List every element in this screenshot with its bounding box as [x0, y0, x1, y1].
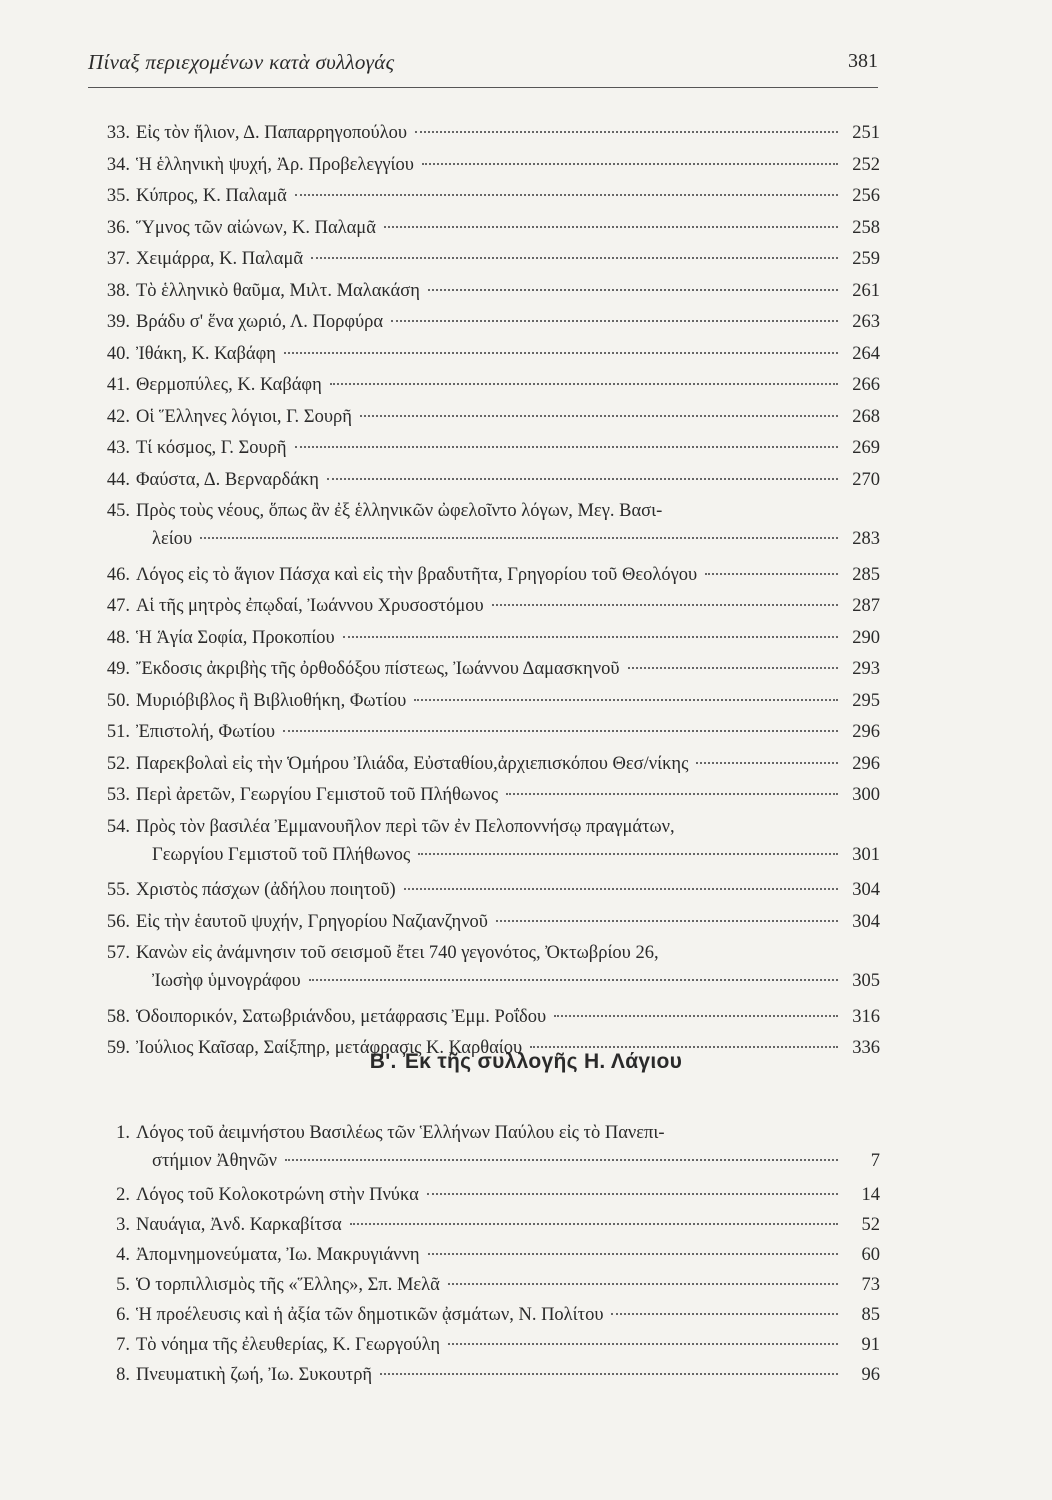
dot-leader	[628, 667, 839, 669]
entry-page: 7	[870, 1151, 880, 1171]
entry-line	[136, 341, 880, 367]
entry-line	[136, 688, 880, 714]
entry-line	[136, 782, 880, 808]
entry-page: 283	[852, 529, 880, 549]
toc-section-a	[100, 120, 880, 1067]
toc-entry	[100, 940, 880, 998]
dot-leader	[380, 1373, 838, 1375]
entry-page: 269	[852, 438, 880, 458]
entry-page: 300	[852, 785, 880, 805]
dot-leader	[506, 793, 838, 795]
entry-title: Ἀπομνημονεύματα, Ἰω. Μακρυγιάννη	[136, 1245, 420, 1265]
entry-number: 35.	[106, 186, 130, 206]
entry-line	[136, 309, 880, 335]
entry-line	[136, 278, 880, 304]
entry-page: 296	[852, 753, 880, 774]
section-b-heading: Β'. Ἐκ τῆς συλλογῆς Η. Λάγιου	[369, 1050, 683, 1073]
entry-number: 5.	[116, 1275, 130, 1295]
entry-line	[136, 1242, 880, 1268]
entry-page: 266	[852, 375, 880, 395]
entry-page: 251	[852, 123, 880, 143]
dot-leader	[492, 604, 838, 606]
toc-entry	[100, 814, 880, 872]
running-header-title: Πίναξ περιεχομένων κατὰ συλλογάς	[88, 50, 395, 74]
entry-number: 7.	[116, 1335, 130, 1355]
entry-number: 59.	[106, 1038, 130, 1058]
entry-line	[136, 751, 880, 777]
entry-line	[136, 435, 880, 461]
entry-line	[136, 1302, 880, 1328]
entry-title: Πνευματικὴ ζωή, Ἰω. Συκουτρῆ	[136, 1365, 373, 1385]
entry-line	[136, 404, 880, 430]
dot-leader	[384, 226, 838, 228]
entry-title-continuation: λείου	[152, 529, 193, 549]
toc-entry	[100, 1182, 880, 1208]
dot-leader	[496, 920, 838, 922]
dot-leader	[295, 446, 838, 448]
entry-page: 263	[852, 312, 880, 332]
dot-leader	[696, 762, 838, 764]
toc-entry	[100, 1004, 880, 1030]
entry-page: 60	[861, 1245, 880, 1265]
entry-line	[136, 1212, 880, 1238]
toc-entry	[100, 1302, 880, 1328]
entry-page: 304	[852, 911, 880, 932]
entry-page: 287	[852, 596, 880, 616]
entry-number: 39.	[106, 312, 130, 332]
entry-number: 43.	[106, 438, 130, 458]
dot-leader	[391, 320, 838, 322]
dot-leader	[448, 1343, 838, 1345]
toc-entry	[100, 1120, 880, 1178]
toc-entry	[100, 1242, 880, 1268]
entry-page: 14	[861, 1185, 880, 1205]
entry-title: Πρὸς τοὺς νέους, ὅπως ἂν ἐξ ἑλληνικῶν ὠφελοῖντο λόγων, Μεγ. Βασι-	[136, 501, 663, 521]
entry-line	[136, 246, 880, 272]
entry-page: 85	[861, 1305, 880, 1325]
toc-entry	[100, 1362, 880, 1388]
entry-number: 37.	[106, 249, 130, 269]
entry-number: 58.	[106, 1006, 130, 1027]
toc-entry	[100, 467, 880, 493]
page-number: 381	[848, 50, 878, 72]
entry-title: Εἰς τὴν ἑαυτοῦ ψυχήν, Γρηγορίου Ναζιανζηνοῦ	[136, 911, 488, 932]
toc-entry	[100, 215, 880, 241]
dot-leader	[200, 537, 838, 539]
entry-number: 34.	[106, 154, 130, 175]
entry-number: 33.	[106, 123, 130, 143]
entry-number: 36.	[106, 217, 130, 238]
dot-leader	[448, 1283, 838, 1285]
dot-leader	[343, 636, 838, 638]
dot-leader	[554, 1015, 838, 1017]
entry-number: 3.	[116, 1215, 130, 1235]
toc-entry	[100, 435, 880, 461]
entry-page: 270	[852, 469, 880, 490]
toc-entry	[100, 152, 880, 178]
entry-title: Τὸ νόημα τῆς ἐλευθερίας, Κ. Γεωργούλη	[136, 1335, 441, 1355]
toc-entry	[100, 1332, 880, 1358]
entry-title: Ὕμνος τῶν αἰώνων, Κ. Παλαμᾶ	[136, 217, 376, 238]
entry-title-line-2	[152, 968, 880, 994]
entry-line	[136, 1272, 880, 1298]
toc-entry	[100, 593, 880, 619]
header-rule	[88, 87, 878, 88]
entry-number: 8.	[116, 1365, 130, 1385]
entry-title: Λόγος τοῦ Κολοκοτρώνη στὴν Πνύκα	[136, 1185, 419, 1205]
toc-entry	[100, 562, 880, 588]
entry-page: 73	[861, 1275, 880, 1295]
entry-number: 46.	[106, 564, 130, 585]
entry-title-line-1	[136, 498, 840, 524]
toc-entry	[100, 909, 880, 935]
entry-line	[136, 215, 880, 241]
dot-leader	[330, 383, 838, 385]
entry-number: 41.	[106, 375, 130, 395]
entry-number: 57.	[106, 943, 130, 963]
entry-title: Εἰς τὸν ἥλιον, Δ. Παπαρρηγοπούλου	[136, 123, 408, 143]
entry-page: 293	[852, 659, 880, 679]
entry-line	[136, 1362, 880, 1388]
entry-title-line-2	[152, 1148, 880, 1174]
entry-page: 52	[861, 1215, 880, 1235]
entry-number: 51.	[106, 722, 130, 742]
toc-entry	[100, 498, 880, 556]
toc-entry	[100, 751, 880, 777]
entry-number: 4.	[116, 1245, 130, 1265]
running-header	[88, 44, 878, 88]
entry-title-line-1	[136, 1120, 840, 1146]
entry-number: 50.	[106, 690, 130, 711]
entry-line	[136, 909, 880, 935]
toc-entry	[100, 120, 880, 146]
dot-leader	[422, 163, 838, 165]
entry-page: 261	[852, 280, 880, 301]
dot-leader	[427, 1193, 838, 1195]
entry-number: 56.	[106, 911, 130, 932]
entry-page: 258	[852, 217, 880, 238]
entry-title: Ἔκδοσις ἀκριβὴς τῆς ὀρθοδόξου πίστεως, Ἰωάννου Δαμασκηνοῦ	[136, 659, 620, 679]
entry-title: Ναυάγια, Ἀνδ. Καρκαβίτσα	[136, 1215, 342, 1235]
dot-leader	[705, 573, 838, 575]
entry-number: 44.	[106, 469, 130, 490]
entry-number: 1.	[116, 1123, 130, 1143]
entry-title: Θερμοπύλες, Κ. Καβάφη	[136, 375, 322, 395]
entry-line	[136, 1332, 880, 1358]
toc-entry	[100, 688, 880, 714]
entry-title: Ἰθάκη, Κ. Καβάφη	[136, 343, 276, 364]
entry-title: Ὁδοιπορικόν, Σατωβριάνδου, μετάφρασις Ἐμμ. Ροΐδου	[136, 1006, 547, 1027]
entry-title-continuation: Ἰωσὴφ ὑμνογράφου	[152, 971, 301, 991]
toc-entry	[100, 1212, 880, 1238]
entry-title: Περὶ ἀρετῶν, Γεωργίου Γεμιστοῦ τοῦ Πλήθωνος	[136, 785, 499, 805]
entry-title-continuation: στήμιον Ἀθηνῶν	[152, 1151, 278, 1171]
entry-page: 290	[852, 627, 880, 648]
toc-entry	[100, 246, 880, 272]
entry-title-line-2	[152, 526, 880, 552]
entry-page: 295	[852, 690, 880, 711]
dot-leader	[350, 1223, 838, 1225]
entry-line	[136, 562, 880, 588]
entry-title-line-1	[136, 814, 840, 840]
toc-entry	[100, 782, 880, 808]
entry-number: 6.	[116, 1305, 130, 1325]
toc-entry	[100, 877, 880, 903]
entry-title-continuation: Γεωργίου Γεμιστοῦ τοῦ Πλήθωνος	[152, 844, 411, 865]
dot-leader	[327, 478, 838, 480]
entry-line	[136, 656, 880, 682]
entry-page: 301	[852, 844, 880, 865]
toc-entry	[100, 404, 880, 430]
entry-number: 47.	[106, 596, 130, 616]
entry-line	[136, 625, 880, 651]
entry-title: Κανὼν εἰς ἀνάμνησιν τοῦ σεισμοῦ ἔτει 740 γεγονότος, Ὀκτωβρίου 26,	[136, 943, 659, 963]
entry-title: Ἡ προέλευσις καὶ ἡ ἀξία τῶν δημοτικῶν ᾀσμάτων, Ν. Πολίτου	[136, 1305, 604, 1325]
entry-line	[136, 183, 880, 209]
dot-leader	[360, 415, 838, 417]
toc-entry	[100, 309, 880, 335]
entry-title: Βράδυ σ' ἕνα χωριό, Λ. Πορφύρα	[136, 312, 384, 332]
entry-number: 49.	[106, 659, 130, 679]
entry-title: Πρὸς τὸν βασιλέα Ἐμμανουῆλον περὶ τῶν ἐν Πελοποννήσῳ πραγμάτων,	[136, 816, 675, 837]
entry-title-line-2	[152, 842, 880, 868]
entry-line	[136, 877, 880, 903]
entry-title: Παρεκβολαὶ εἰς τὴν Ὁμήρου Ἰλιάδα, Εὐσταθίου,ἀρχιεπισκόπου Θεσ/νίκης	[136, 753, 689, 774]
dot-leader	[311, 257, 838, 259]
entry-number: 2.	[116, 1185, 130, 1205]
entry-title-line-1	[136, 940, 840, 966]
entry-title: Ἡ Ἁγία Σοφία, Προκοπίου	[136, 627, 335, 648]
dot-leader	[530, 1046, 838, 1048]
entry-line	[136, 593, 880, 619]
entry-number: 38.	[106, 280, 130, 301]
toc-entry	[100, 341, 880, 367]
entry-line	[136, 467, 880, 493]
entry-line	[136, 152, 880, 178]
entry-line	[136, 1182, 880, 1208]
entry-page: 305	[852, 971, 880, 991]
entry-title: Ἐπιστολή, Φωτίου	[136, 722, 276, 742]
entry-page: 252	[852, 154, 880, 175]
entry-title: Κύπρος, Κ. Παλαμᾶ	[136, 186, 287, 206]
entry-number: 52.	[106, 753, 130, 774]
entry-number: 45.	[106, 501, 130, 521]
entry-page: 336	[852, 1038, 880, 1058]
entry-number: 54.	[106, 816, 130, 837]
entry-title: Λόγος τοῦ ἀειμνήστου Βασιλέως τῶν Ἑλλήνων Παύλου εἰς τὸ Πανεπι-	[136, 1123, 665, 1143]
dot-leader	[418, 853, 838, 855]
entry-title: Χριστὸς πάσχων (ἀδήλου ποιητοῦ)	[136, 880, 396, 900]
entry-title: Τί κόσμος, Γ. Σουρῆ	[136, 438, 287, 458]
dot-leader	[415, 131, 838, 133]
toc-entry	[100, 372, 880, 398]
dot-leader	[611, 1313, 838, 1315]
entry-title: Χειμάρρα, Κ. Παλαμᾶ	[136, 249, 304, 269]
entry-title: Τὸ ἑλληνικὸ θαῦμα, Μιλτ. Μαλακάση	[136, 280, 420, 301]
toc-entry	[100, 278, 880, 304]
dot-leader	[414, 699, 838, 701]
entry-number: 40.	[106, 343, 130, 364]
dot-leader	[428, 1253, 838, 1255]
entry-title: Οἱ Ἕλληνες λόγιοι, Γ. Σουρῆ	[136, 406, 352, 427]
entry-number: 48.	[106, 627, 130, 648]
entry-page: 304	[852, 880, 880, 900]
entry-page: 256	[852, 186, 880, 206]
dot-leader	[284, 352, 838, 354]
toc-entry	[100, 183, 880, 209]
entry-page: 316	[852, 1006, 880, 1027]
toc-entry	[100, 719, 880, 745]
entry-page: 285	[852, 564, 880, 585]
entry-line	[136, 719, 880, 745]
entry-number: 42.	[106, 406, 130, 427]
entry-title: Αἱ τῆς μητρὸς ἐπῳδαί, Ἰωάννου Χρυσοστόμου	[136, 596, 484, 616]
entry-line	[136, 372, 880, 398]
entry-page: 268	[852, 406, 880, 427]
dot-leader	[404, 888, 838, 890]
entry-number: 53.	[106, 785, 130, 805]
entry-title: Λόγος εἰς τὸ ἅγιον Πάσχα καὶ εἰς τὴν βραδυτῆτα, Γρηγορίου τοῦ Θεολόγου	[136, 564, 698, 585]
entry-page: 96	[861, 1365, 880, 1385]
entry-number: 55.	[106, 880, 130, 900]
entry-title: Ἰούλιος Καῖσαρ, Σαίξπηρ, μετάφρασις Κ. Καρθαίου	[136, 1038, 523, 1058]
entry-page: 296	[852, 722, 880, 742]
dot-leader	[283, 730, 838, 732]
dot-leader	[285, 1159, 838, 1161]
entry-line	[136, 120, 880, 146]
entry-title: Φαύστα, Δ. Βερναρδάκη	[136, 469, 319, 490]
dot-leader	[309, 979, 838, 981]
dot-leader	[428, 289, 838, 291]
toc-entry	[100, 1272, 880, 1298]
entry-page: 264	[852, 343, 880, 364]
entry-page: 259	[852, 249, 880, 269]
entry-title: Ὁ τορπιλλισμὸς τῆς «Ἕλλης», Σπ. Μελᾶ	[136, 1275, 440, 1295]
toc-section-b	[100, 1120, 880, 1392]
entry-line	[136, 1004, 880, 1030]
toc-entry	[100, 625, 880, 651]
entry-page: 91	[861, 1335, 880, 1355]
toc-entry	[100, 656, 880, 682]
entry-title: Ἡ ἑλληνικὴ ψυχή, Ἀρ. Προβελεγγίου	[136, 154, 414, 175]
entry-title: Μυριόβιβλος ἢ Βιβλιοθήκη, Φωτίου	[136, 690, 407, 711]
dot-leader	[295, 194, 838, 196]
